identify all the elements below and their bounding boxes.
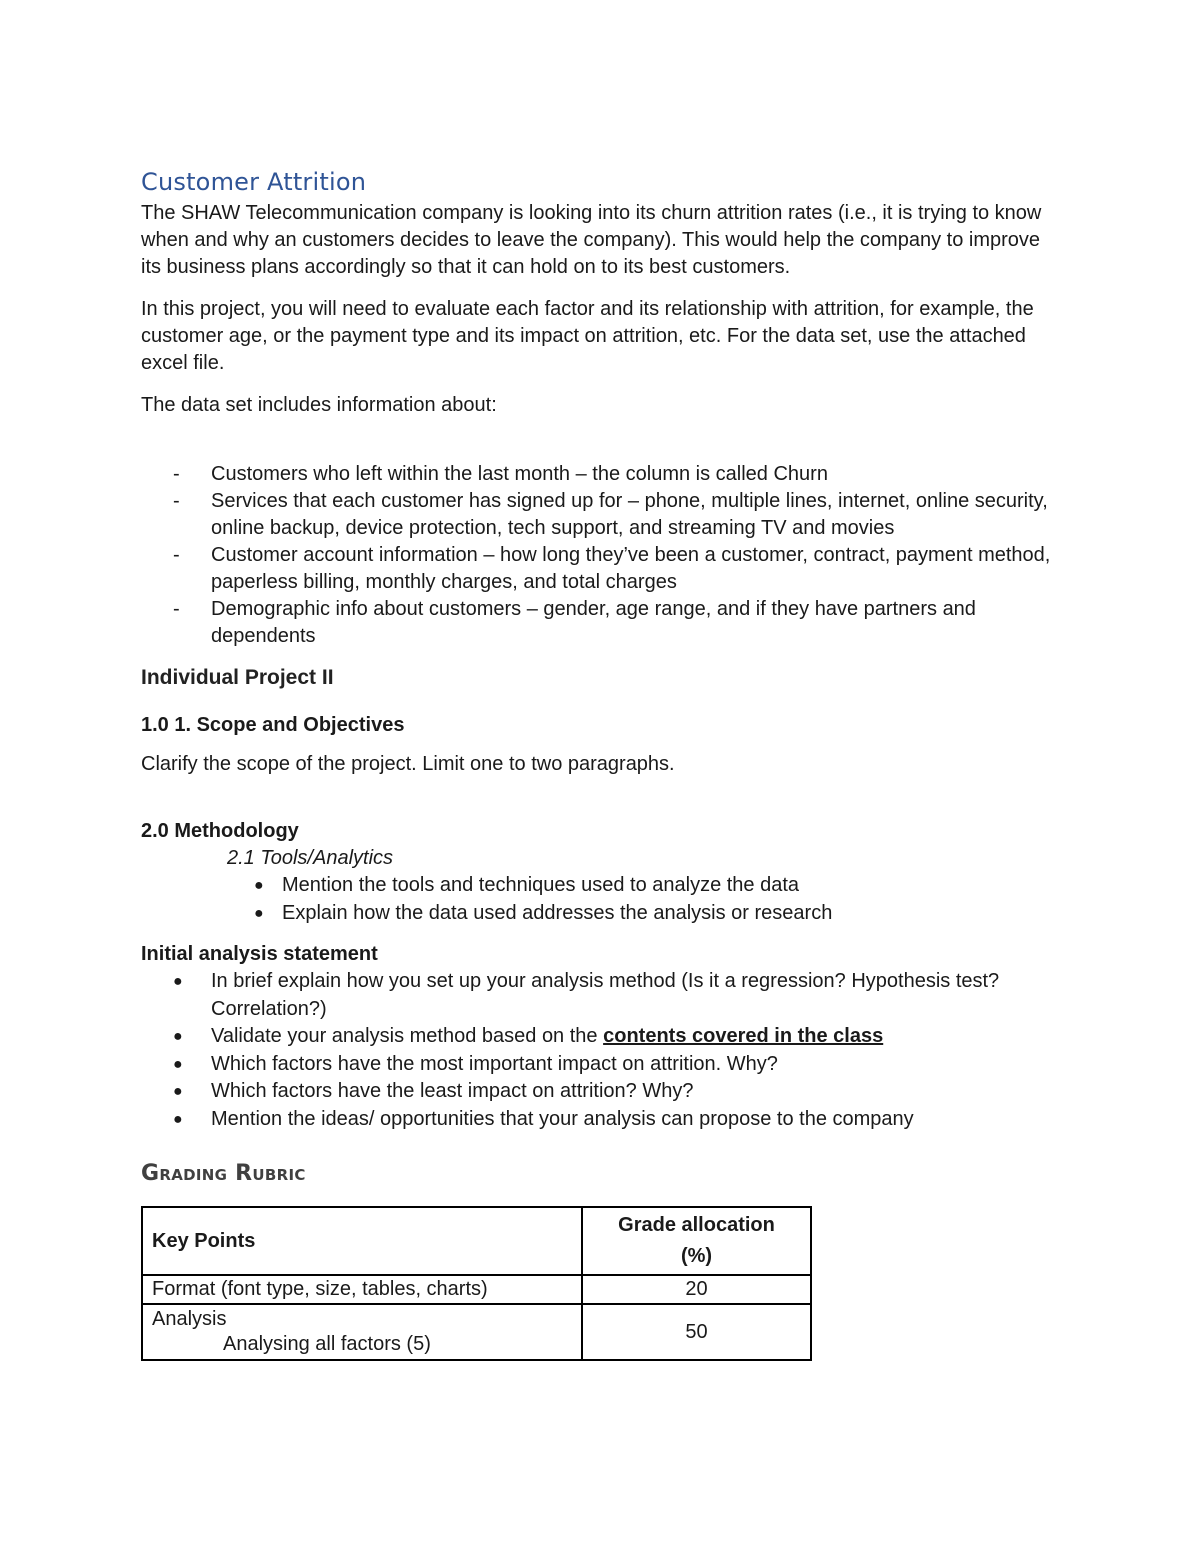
rubric-table bbox=[141, 1206, 812, 1361]
table-row bbox=[142, 1304, 811, 1360]
class-contents-emphasis: contents covered in the class bbox=[603, 1025, 884, 1047]
list-item: ● In brief explain how you set up your analysis method (Is it a regression? Hypothesis test? Correlation?) bbox=[173, 970, 1000, 1020]
scope-text: Clarify the scope of the project. Limit one to two paragraphs. bbox=[141, 753, 675, 775]
bullet-icon: ● bbox=[173, 973, 183, 990]
initial-analysis-list bbox=[141, 968, 1061, 1133]
table-cell: Analysis Analysing all factors (5) bbox=[142, 1304, 582, 1360]
document-title: Customer Attrition bbox=[141, 168, 367, 196]
table-cell: 50 bbox=[582, 1304, 811, 1360]
list-item: ● Mention the ideas/ opportunities that your analysis can propose to the company bbox=[141, 1106, 1061, 1134]
bullet-icon: ● bbox=[173, 1055, 183, 1073]
project-heading: Individual Project II bbox=[141, 666, 334, 689]
dash-marker: - bbox=[173, 463, 180, 485]
bullet-icon: ● bbox=[254, 904, 264, 922]
intro-paragraph: In this project, you will need to evaluate each factor and its relationship with attrition, for example, the customer age, or the payment type and its impact on attrition, etc. For the data set, use the attached excel file. bbox=[141, 298, 1034, 374]
scope-heading: 1.0 1. Scope and Objectives bbox=[141, 714, 405, 736]
intro-paragraph: The SHAW Telecommunication company is looking into its churn attrition rates (i.e., it is trying to know when and why an customers decides to leave the company). This would help the company to improve its business plans accordingly so that it can hold on to its best customers. bbox=[141, 202, 1042, 278]
key-points-header: Key Points bbox=[142, 1207, 582, 1275]
dataset-list bbox=[141, 461, 1061, 650]
list-item: ● Explain how the data used addresses the analysis or research bbox=[141, 900, 1061, 928]
table-cell: 20 bbox=[582, 1275, 811, 1304]
list-item: - Demographic info about customers – gender, age range, and if they have partners and dependents bbox=[173, 598, 976, 647]
intro-paragraph: The data set includes information about: bbox=[141, 394, 497, 416]
dash-marker: - bbox=[173, 544, 180, 566]
bullet-icon: ● bbox=[173, 1083, 183, 1100]
bullet-icon: ● bbox=[173, 1110, 183, 1128]
list-item: ● Which factors have the most important impact on attrition. Why? bbox=[141, 1051, 1061, 1079]
list-item: - Customer account information – how long they’ve been a customer, contract, payment method, paperless billing, monthly charges, and total charges bbox=[173, 544, 1051, 593]
table-header-row bbox=[142, 1207, 811, 1275]
list-item: ● Mention the tools and techniques used to analyze the data bbox=[141, 872, 1061, 900]
tools-subheading: 2.1 Tools/Analytics bbox=[227, 847, 394, 869]
methodology-heading: 2.0 Methodology bbox=[141, 820, 299, 842]
bullet-icon: ● bbox=[173, 1028, 183, 1045]
tools-list bbox=[141, 872, 1061, 927]
initial-analysis-heading: Initial analysis statement bbox=[141, 943, 378, 965]
table-cell: Format (font type, size, tables, charts) bbox=[142, 1275, 582, 1304]
grade-allocation-header: Grade allocation (%) bbox=[582, 1207, 811, 1275]
spacer bbox=[141, 419, 1061, 461]
list-item: - Services that each customer has signed up for – phone, multiple lines, internet, online security, online backup, device protection, tech support, and streaming TV and movies bbox=[173, 490, 1048, 539]
document-page bbox=[141, 168, 1061, 1361]
list-item: - Customers who left within the last month – the column is called Churn bbox=[141, 461, 1061, 488]
dash-marker: - bbox=[173, 598, 180, 620]
table-row bbox=[142, 1275, 811, 1304]
dash-marker: - bbox=[173, 490, 180, 512]
list-item: ● Which factors have the least impact on attrition? Why? bbox=[141, 1078, 1061, 1106]
list-item: ● Validate your analysis method based on the contents covered in the class bbox=[141, 1023, 1061, 1051]
bullet-icon: ● bbox=[254, 877, 264, 894]
rubric-heading: Grading Rubric bbox=[141, 1161, 306, 1186]
